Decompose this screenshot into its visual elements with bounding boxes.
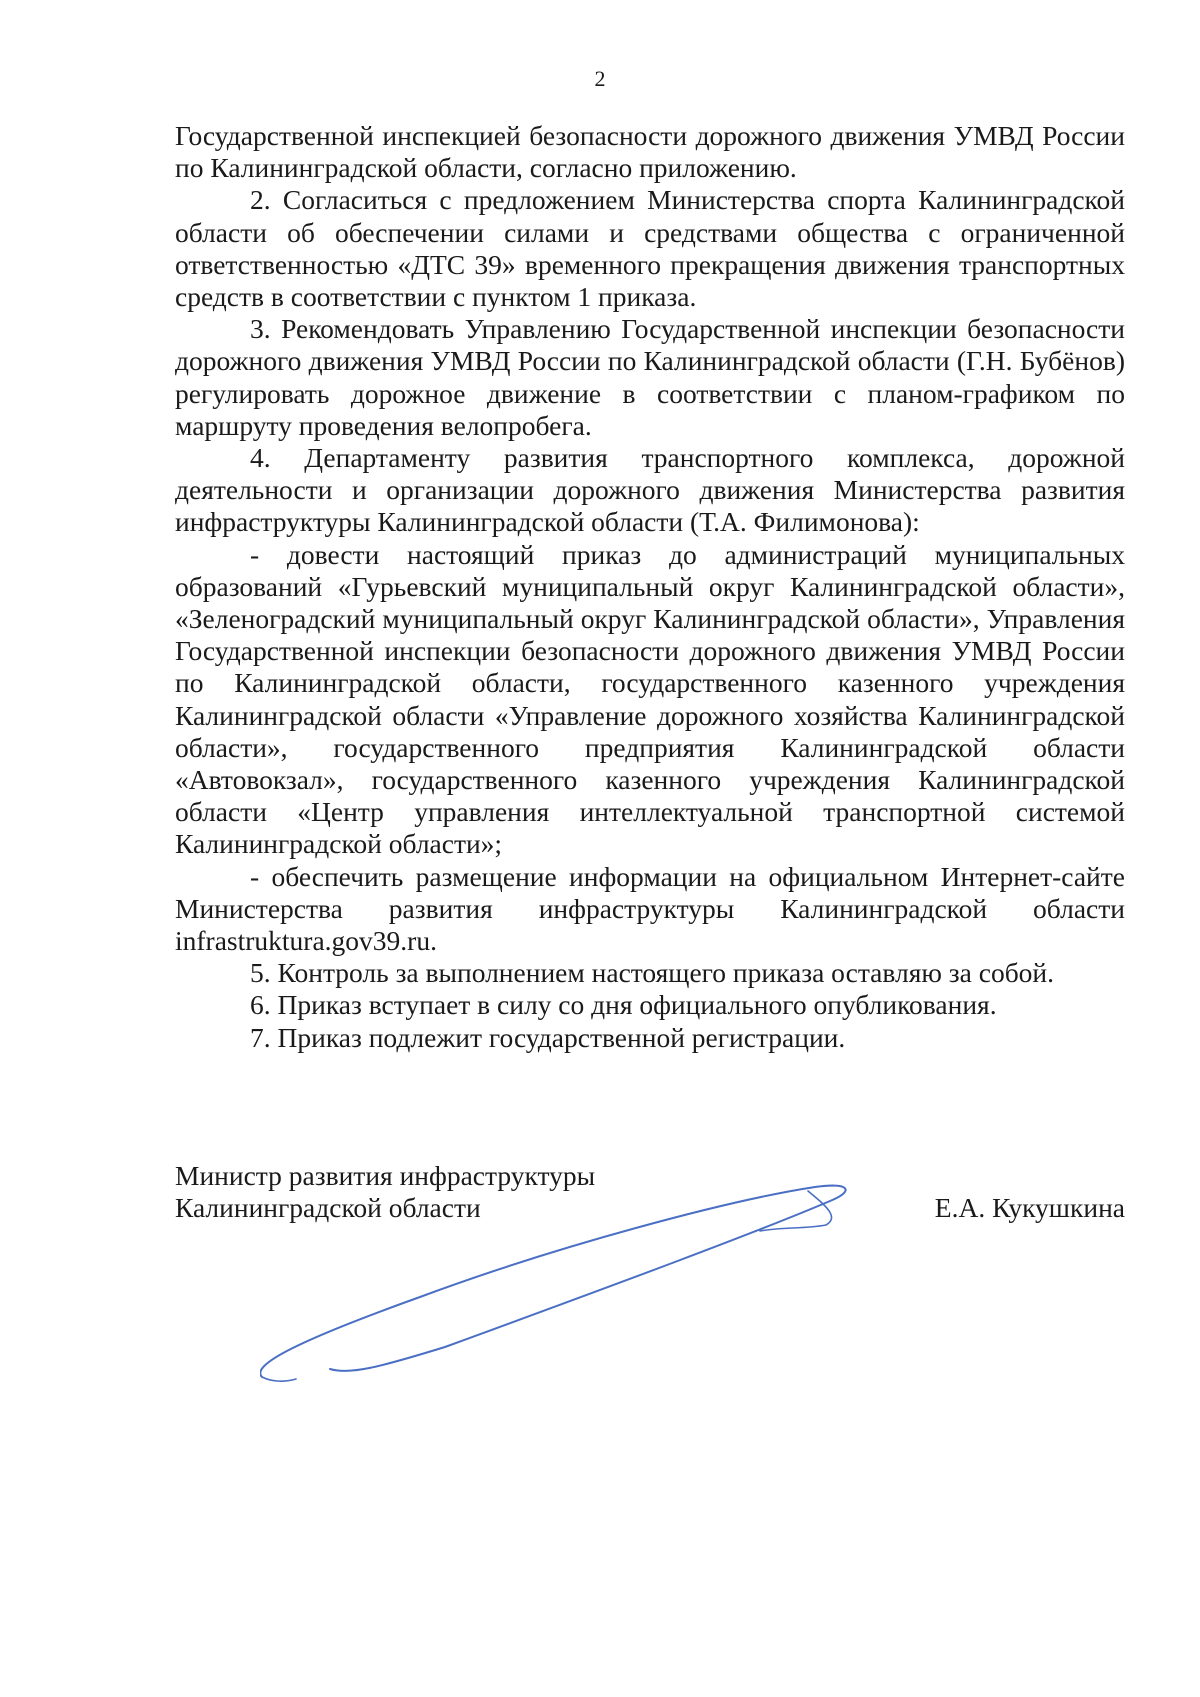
paragraph-item-4: 4. Департаменту развития транспортного комплекса, дорожной деятельности и организации дорожного движения Министерства развития инфраструктуры Калининградской области (Т.А. Филимонова): [175, 442, 1125, 538]
paragraph-item-4-bullet-1: - довести настоящий приказ до администраций муниципальных образований «Гурьевский муниципальный округ Калининградской области», «Зеленоградский муниципальный округ Калининградской области», Управления Государственной инспекции безопасности дорожного движения УМВД России по Калининградской области, государственного казенного учреждения Калининградской области «Управление дорожного хозяйства Калининградской области», государственного предприятия Калининградской области «Автовокзал», государственного казенного учреждения Калининградской области «Центр управления интеллектуальной транспортной системой Калининградской области»; [175, 538, 1125, 860]
page-number: 2 [594, 66, 606, 91]
handwritten-signature [260, 1165, 910, 1395]
paragraph-item-6: 6. Приказ вступает в силу со дня официального опубликования. [250, 989, 997, 1021]
signature-stroke-main [260, 1186, 845, 1377]
paragraph-item-3: 3. Рекомендовать Управлению Государственной инспекции безопасности дорожного движения УМВД России по Калининградской области (Г.Н. Бубёнов) регулировать дорожное движение в соответствии с планом-графиком по маршруту проведения велопробега. [175, 313, 1125, 441]
signatory-name: Е.А. Кукушкина [934, 1192, 1125, 1223]
document-body [175, 120, 1125, 1054]
signatory-position-line-1: Министр развития инфраструктуры [175, 1160, 596, 1191]
signatory-position-line-2: Калининградской области [175, 1192, 481, 1223]
paragraph-item-5: 5. Контроль за выполнением настоящего приказа оставляю за собой. [250, 957, 1055, 989]
paragraph-item-2: 2. Согласиться с предложением Министерства спорта Калининградской области об обеспечении силами и средствами общества с ограниченной ответственностью «ДТС 39» временного прекращения движения транспортных средств в соответствии с пунктом 1 приказа. [175, 184, 1125, 313]
paragraph-continuation: Государственной инспекцией безопасности дорожного движения УМВД России по Калининградской области, согласно приложению. [175, 120, 1125, 184]
paragraph-item-4-bullet-2: - обеспечить размещение информации на официальном Интернет-сайте Министерства развития инфраструктуры Калининградской области infrastruktura.gov39.ru. [175, 860, 1125, 957]
signature-stroke-tail [262, 1377, 296, 1381]
paragraph-item-7: 7. Приказ подлежит государственной регистрации. [250, 1021, 846, 1053]
